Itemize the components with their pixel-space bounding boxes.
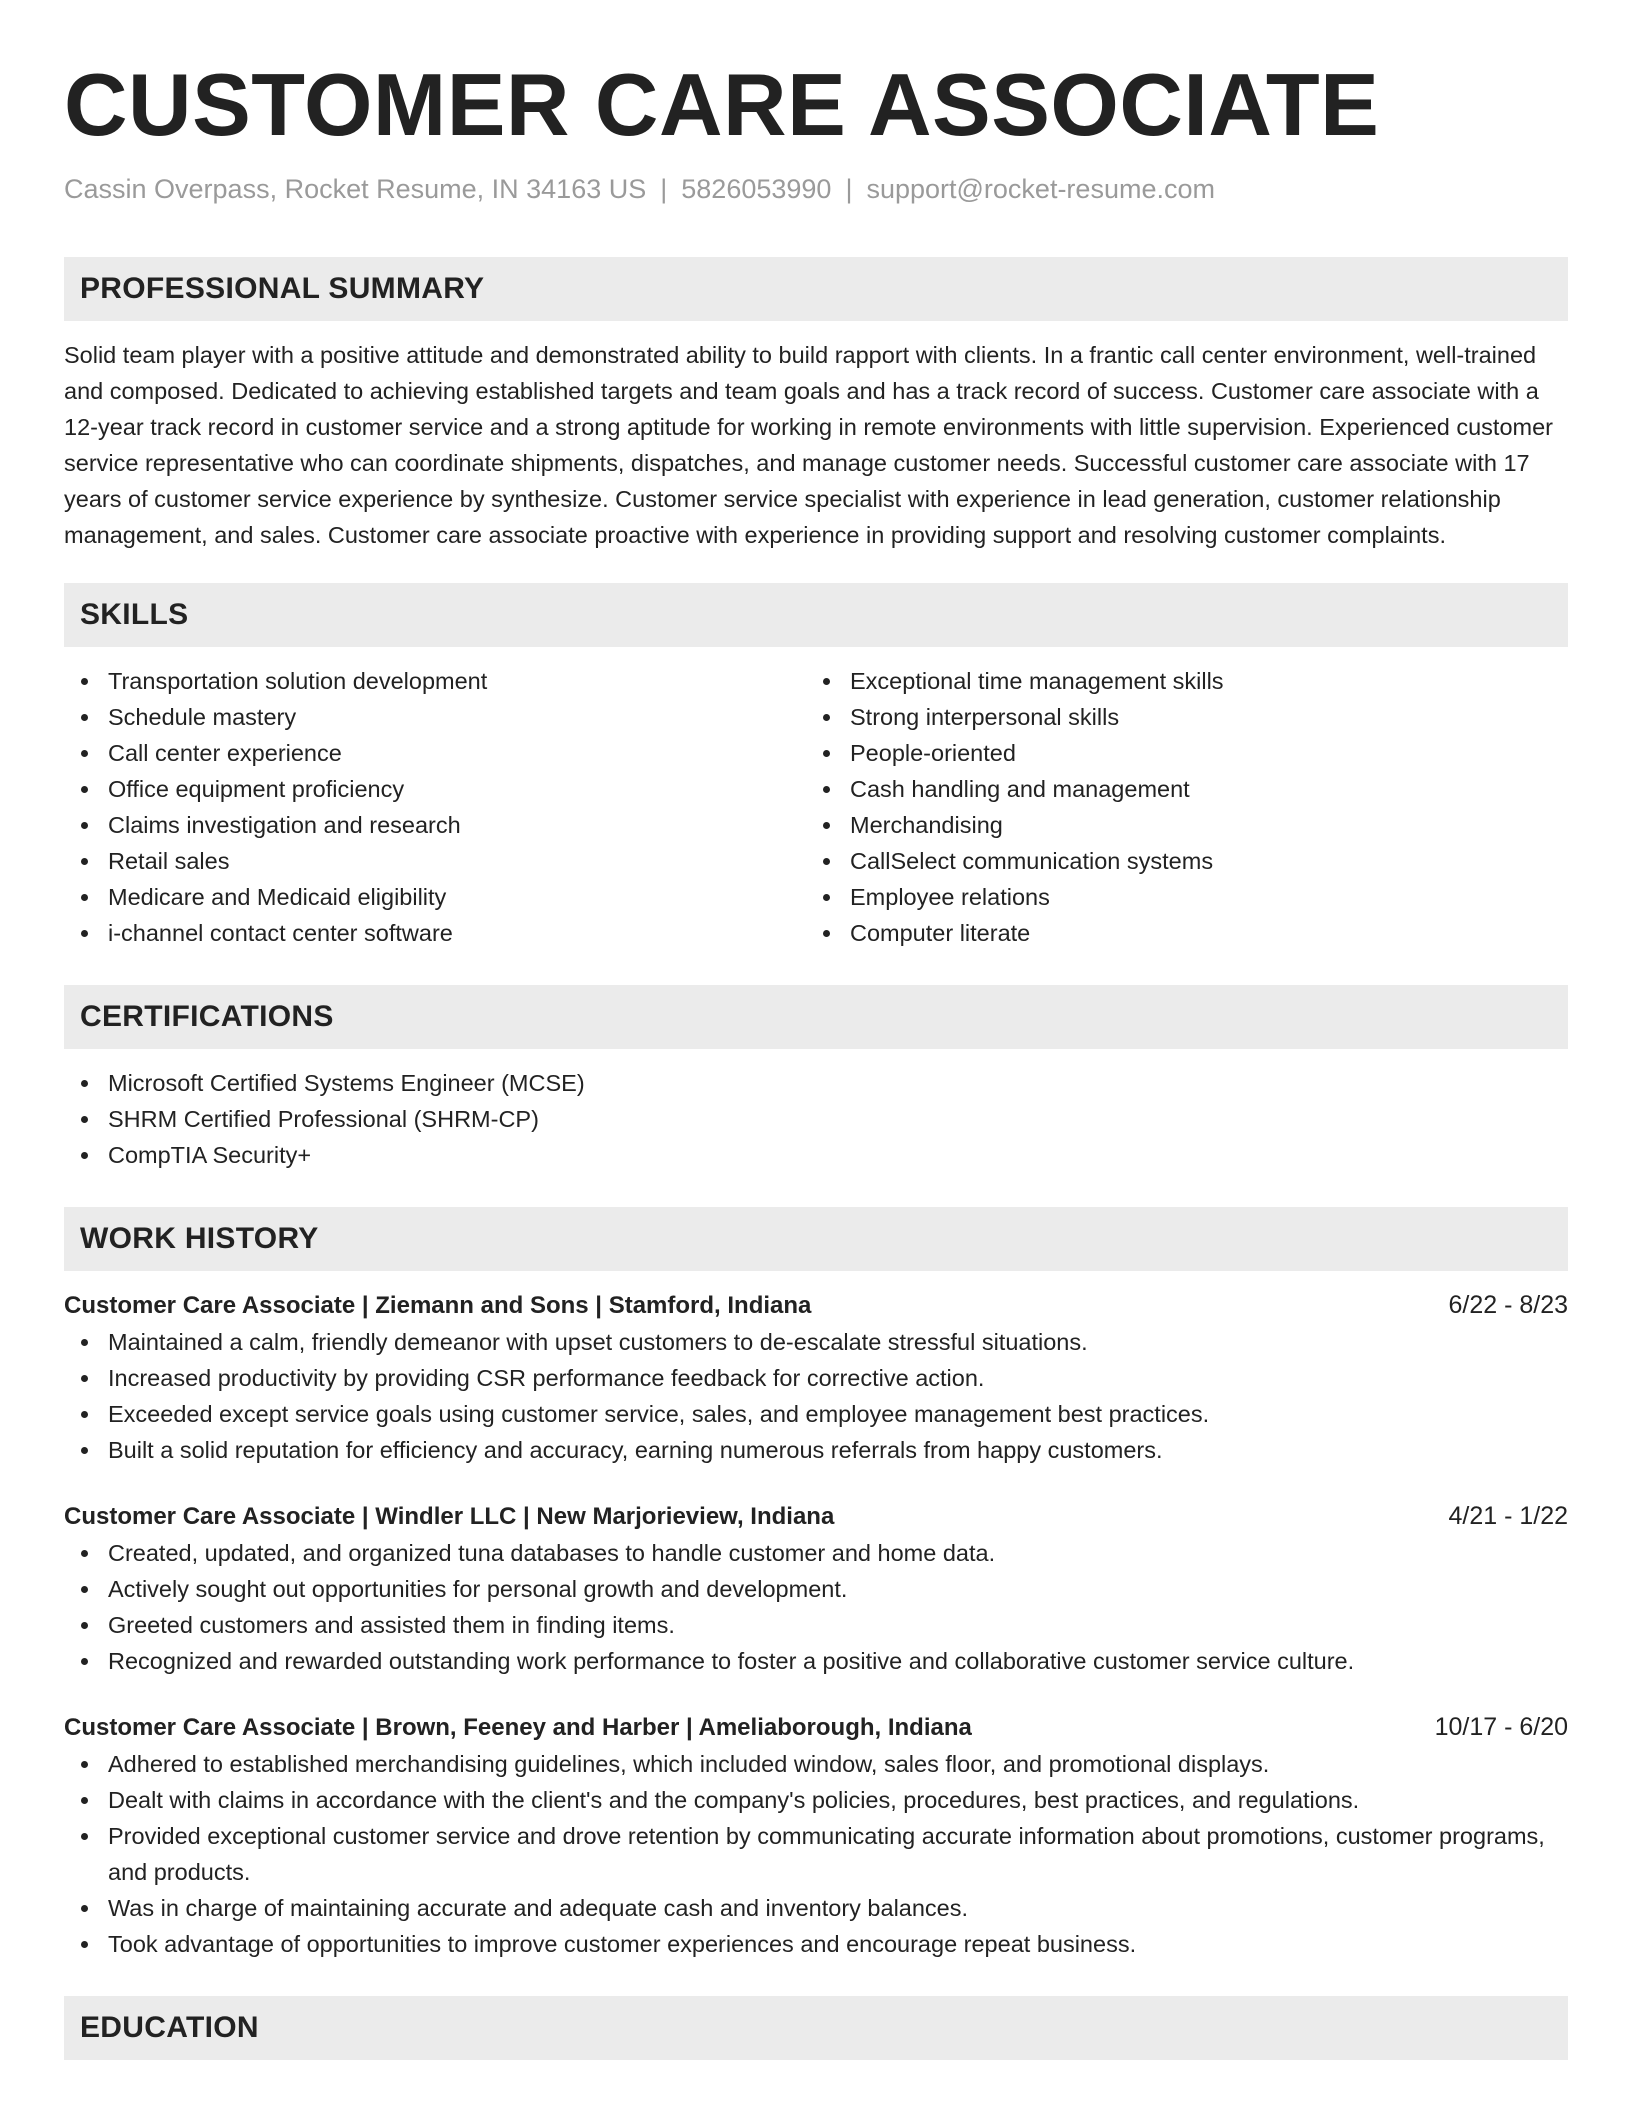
job-entry <box>64 1287 1568 1468</box>
skill-item: Call center experience <box>64 735 806 771</box>
job-title: Customer Care Associate | Brown, Feeney and Harber | Ameliaborough, Indiana <box>64 1714 972 1741</box>
job-bullet: Took advantage of opportunities to improve customer experiences and encourage repeat business. <box>64 1926 1568 1962</box>
job-bullet: Recognized and rewarded outstanding work performance to foster a positive and collaborative customer service culture. <box>64 1643 1568 1679</box>
section-header-skills: SKILLS <box>64 583 1568 647</box>
page-title: CUSTOMER CARE ASSOCIATE <box>64 55 1380 154</box>
skill-item: i-channel contact center software <box>64 915 806 951</box>
job-bullets <box>64 1535 1568 1679</box>
contact-separator: | <box>845 174 853 204</box>
summary-text: Solid team player with a positive attitude and demonstrated ability to build rapport with clients. In a frantic call center environment, well-trained and composed. Dedicated to achieving established targets and team goals and has a track record of success. Customer care associate with a 12-year track record in customer service and a strong aptitude for working in remote environments with little supervision. Experienced customer service representative who can coordinate shipments, dispatches, and manage customer needs. Successful customer care associate with 17 years of customer service experience by synthesize. Customer service specialist with experience in lead generation, customer relationship management, and sales. Customer care associate proactive with experience in providing support and resolving customer complaints. <box>64 342 1554 548</box>
skill-item: People-oriented <box>806 735 1548 771</box>
phone-number: 5826053990 <box>681 174 832 204</box>
job-bullets <box>64 1746 1568 1962</box>
job-bullet: Increased productivity by providing CSR performance feedback for corrective action. <box>64 1360 1568 1396</box>
section-header-certifications: CERTIFICATIONS <box>64 985 1568 1049</box>
job-bullet: Greeted customers and assisted them in finding items. <box>64 1607 1568 1643</box>
skill-item: Office equipment proficiency <box>64 771 806 807</box>
email-address: support@rocket-resume.com <box>866 174 1215 204</box>
job-dates: 6/22 - 8/23 <box>1448 1291 1568 1319</box>
job-bullet: Actively sought out opportunities for personal growth and development. <box>64 1571 1568 1607</box>
job-bullet: Dealt with claims in accordance with the client's and the company's policies, procedures, best practices, and regulations. <box>64 1782 1568 1818</box>
resume-page <box>64 0 1568 2060</box>
job-bullet: Maintained a calm, friendly demeanor with upset customers to de-escalate stressful situations. <box>64 1324 1568 1360</box>
job-bullet: Adhered to established merchandising guidelines, which included window, sales floor, and promotional displays. <box>64 1746 1568 1782</box>
skill-item: Computer literate <box>806 915 1548 951</box>
skill-item: Schedule mastery <box>64 699 806 735</box>
certification-item: CompTIA Security+ <box>64 1137 1568 1173</box>
skills-column-right <box>806 663 1548 951</box>
skill-item: Merchandising <box>806 807 1548 843</box>
job-bullets <box>64 1324 1568 1468</box>
address: Cassin Overpass, Rocket Resume, IN 34163 US <box>64 174 647 204</box>
job-header <box>64 1287 1568 1324</box>
job-bullet: Built a solid reputation for efficiency and accuracy, earning numerous referrals from happy customers. <box>64 1432 1568 1468</box>
job-entry <box>64 1498 1568 1679</box>
contact-separator: | <box>660 174 668 204</box>
certification-item: Microsoft Certified Systems Engineer (MCSE) <box>64 1065 1568 1101</box>
job-title: Customer Care Associate | Windler LLC | New Marjorieview, Indiana <box>64 1503 835 1530</box>
skills-list <box>64 663 1568 951</box>
skill-item: Exceptional time management skills <box>806 663 1548 699</box>
job-entry <box>64 1709 1568 1962</box>
skills-column-left <box>64 663 806 951</box>
skill-item: Employee relations <box>806 879 1548 915</box>
skill-item: Medicare and Medicaid eligibility <box>64 879 806 915</box>
job-header <box>64 1709 1568 1746</box>
job-bullet: Exceeded except service goals using customer service, sales, and employee management best practices. <box>64 1396 1568 1432</box>
contact-line <box>64 171 1568 207</box>
skill-item: Cash handling and management <box>806 771 1548 807</box>
section-header-work-history: WORK HISTORY <box>64 1207 1568 1271</box>
section-header-summary: PROFESSIONAL SUMMARY <box>64 257 1568 321</box>
job-dates: 4/21 - 1/22 <box>1448 1502 1568 1530</box>
job-title: Customer Care Associate | Ziemann and Sons | Stamford, Indiana <box>64 1292 812 1319</box>
skill-item: Strong interpersonal skills <box>806 699 1548 735</box>
skill-item: Retail sales <box>64 843 806 879</box>
job-bullet: Was in charge of maintaining accurate and adequate cash and inventory balances. <box>64 1890 1568 1926</box>
skill-item: CallSelect communication systems <box>806 843 1548 879</box>
job-bullet: Provided exceptional customer service and drove retention by communicating accurate information about promotions, customer programs, and products. <box>64 1818 1568 1890</box>
skill-item: Claims investigation and research <box>64 807 806 843</box>
certifications-list <box>64 1065 1568 1173</box>
job-dates: 10/17 - 6/20 <box>1434 1713 1568 1741</box>
job-bullet: Created, updated, and organized tuna databases to handle customer and home data. <box>64 1535 1568 1571</box>
certification-item: SHRM Certified Professional (SHRM-CP) <box>64 1101 1568 1137</box>
section-header-education: EDUCATION <box>64 1996 1568 2060</box>
job-header <box>64 1498 1568 1535</box>
skill-item: Transportation solution development <box>64 663 806 699</box>
